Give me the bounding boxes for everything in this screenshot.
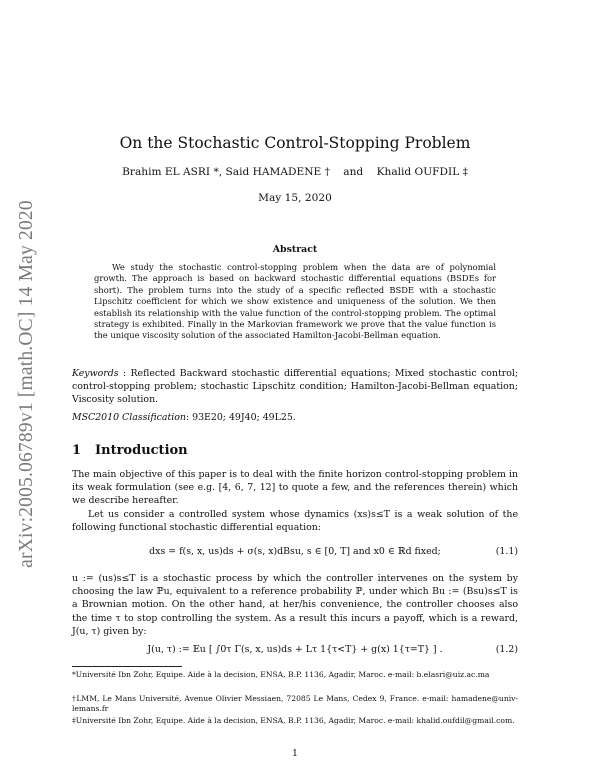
section-title: Introduction: [95, 443, 188, 458]
author-3: Khalid OUFDIL ‡: [376, 166, 468, 178]
intro-paragraph-2: Let us consider a controlled system whose dynamics (xs)s≤T is a weak solution of the following functional stochastic differential equation:: [72, 509, 518, 534]
section-heading: [72, 443, 188, 458]
abstract-heading: Abstract: [272, 244, 318, 255]
author-line: [72, 166, 518, 178]
arxiv-stamp-text: arXiv:2005.06789v1 [math.OC] 14 May 2020: [16, 200, 37, 568]
equation-1-1-tag: (1.1): [495, 546, 518, 557]
arxiv-stamp: [10, 174, 44, 594]
section-number: 1: [72, 443, 82, 458]
msc-classification: [72, 412, 518, 423]
msc-label: MSC2010 Classification: [72, 412, 186, 423]
author-1: Brahim EL ASRI *,: [122, 166, 223, 178]
equation-1-2-tag: (1.2): [495, 644, 518, 655]
author-2: Said HAMADENE †: [225, 166, 330, 178]
footnote-3: ‡Université Ibn Zohr, Equipe. Aide à la decision, ENSA, B.P. 1136, Agadir, Maroc. e-mail: khalid.oufdil@gmail.com.: [72, 716, 515, 725]
paper-date: May 15, 2020: [258, 192, 332, 204]
footnote-rule: [72, 666, 182, 667]
footnote-1: *Université Ibn Zohr, Equipe. Aide à la decision, ENSA, B.P. 1136, Agadir, Maroc. e-mail: b.elasri@uiz.ac.ma: [72, 670, 490, 679]
keywords-text: : Reflected Backward stochastic differential equations; Mixed stochastic control; control-stopping problem; stochastic Lipschitz condition; Hamilton-Jacobi-Bellman equation; Viscosity solution.: [72, 368, 518, 406]
msc-text: : 93E20; 49J40; 49L25.: [185, 412, 296, 423]
equation-1-1-body: dxs = f(s, x, us)ds + σ(s, x)dBsu, s ∈ [0, T] and x0 ∈ ℝd fixed;: [149, 546, 441, 557]
intro-paragraph-1: The main objective of this paper is to deal with the finite horizon control-stopping problem in its weak formulation (see e.g. [4, 6, 7, 12] to quote a few, and the references therein) which we describe hereafter.: [72, 469, 518, 507]
abstract-text: We study the stochastic control-stopping problem when the data are of polynomial growth. The approach is based on backward stochastic differential equations (BSDEs for short). The problem turns into the study of a specific reflected BSDE with a stochastic Lipschitz coefficient for which we show existence and uniqueness of the solution. We then establish its relationship with the value function of the control-stopping problem. The optimal strategy is exhibited. Finally in the Markovian framework we prove that the value function is the unique viscosity solution of the associated Hamilton-Jacobi-Bellman equation.: [94, 262, 496, 341]
intro-paragraph-3: u := (us)s≤T is a stochastic process by which the controller intervenes on the system by choosing the law ℙu, equivalent to a reference probability ℙ, under which Bu := (Bsu)s≤T is a Brownian motion. On the other hand, at her/his convenience, the controller chooses also the time τ to stop controlling the system. As a result this incurs a payoff, which is a reward, J(u, τ) given by:: [72, 573, 518, 637]
page-number: 1: [292, 748, 298, 759]
footnote-2: †LMM, Le Mans Université, Avenue Olivier Messiaen, 72085 Le Mans, Cedex 9, France. e-mail: hamadene@univ-lemans.fr: [72, 694, 518, 714]
paper-title: On the Stochastic Control-Stopping Problem: [119, 134, 471, 152]
author-conjunction: and: [343, 166, 364, 178]
keywords-label: Keywords: [72, 368, 119, 379]
equation-1-2-body: J(u, τ) := 𝔼u [ ∫0τ Γ(s, x, us)ds + Lτ 1{τ<T} + g(x) 1{τ=T} ] .: [147, 644, 443, 655]
keywords: [72, 367, 518, 407]
